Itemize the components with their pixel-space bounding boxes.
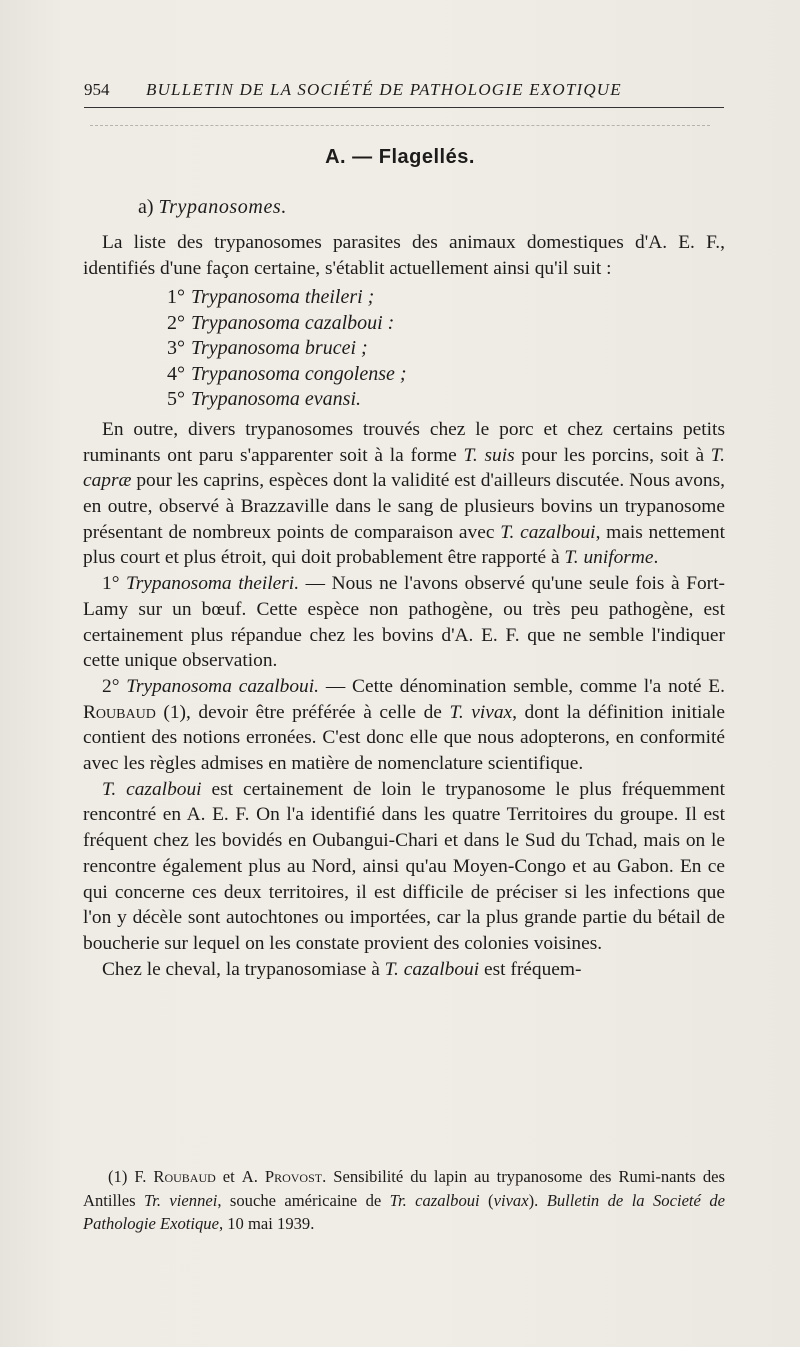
footnote — [83, 1165, 725, 1236]
list-number: 3° — [167, 337, 185, 360]
subsection-heading — [138, 196, 287, 219]
body-text — [83, 230, 725, 982]
section-title: A. — Flagellés. — [325, 146, 475, 168]
faint-rule — [90, 125, 710, 126]
header-rule — [84, 107, 724, 108]
running-header — [84, 80, 724, 104]
species-name: Trypanosoma evansi. — [191, 388, 361, 411]
species-name: Trypanosoma theileri ; — [191, 286, 375, 309]
species-name: Trypanosoma congolense ; — [191, 362, 407, 385]
page-number: 954 — [84, 80, 110, 99]
subsection-title: Trypanosomes. — [158, 196, 287, 218]
list-number: 4° — [167, 362, 185, 385]
list-item — [167, 336, 725, 362]
list-item — [167, 387, 725, 413]
footnote-text: (1) F. Roubaud et A. Provost. Sensibilité du lapin au trypanosome des Rumi-nants des Antilles Tr. viennei, souche américaine de Tr. cazalboui (vivax). Bulletin de la Societé de Pathologie Exotique, 10 mai 1939. — [83, 1167, 725, 1233]
paragraph-cheval: Chez le cheval, la trypanosomiase à T. cazalboui est fréquem- — [102, 958, 582, 980]
species-name: Trypanosoma brucei ; — [191, 337, 368, 360]
paragraph-en-outre: En outre, divers trypanosomes trouvés chez le porc et chez certains petits ruminants ont paru s'apparenter soit à la forme T. suis pour les porcins, soit à T. capræ pour les caprins, espèces dont la validité est d'ailleurs discutée. Nous avons, en outre, observé à Brazzaville dans le sang de plusieurs bovins un trypanosome présentant de nombreux points de comparaison avec T. cazalboui, mais nettement plus court et plus étroit, qui doit probablement être rapporté à T. uniforme. — [83, 418, 725, 569]
list-number: 5° — [167, 388, 185, 411]
list-item — [167, 285, 725, 311]
paragraph-theileri: 1° Trypanosoma theileri. — Nous ne l'avons observé qu'une seule fois à Fort-Lamy sur un bœuf. Cette espèce non pathogène, ou très peu pathogène, est certainement plus répandue chez les bovins d'A. E. F. que ne semble l'indiquer cette unique observation. — [83, 573, 725, 672]
list-number: 2° — [167, 311, 185, 334]
list-item — [167, 311, 725, 337]
intro-paragraph: La liste des trypanosomes parasites des animaux domestiques d'A. E. F., identifiés d'une façon certaine, s'établit actuellement ainsi qu'il suit : — [83, 232, 725, 279]
list-item — [167, 362, 725, 388]
paragraph-cazalboui: 2° Trypanosoma cazalboui. — Cette dénomination semble, comme l'a noté E. Roubaud (1), devoir être préférée à celle de T. vivax, dont la définition initiale contient des notions erronées. C'est donc elle que nous adopterons, en conformité avec les règles admises en matière de nomenclature scientifique. — [83, 675, 726, 775]
list-number: 1° — [167, 286, 185, 309]
paragraph-frequence: T. cazalboui est certainement de loin le trypanosome le plus fréquemment rencontré en A. E. F. On l'a identifié dans les quatre Territoires du groupe. Il est fréquent chez les bovidés en Oubangui-Chari et dans le Sud du Tchad, mais on le rencontre également plus au Nord, ainsi qu'au Moyen-Congo et au Gabon. En ce qui concerne ces deux territoires, il est difficile de préciser si les infections que l'on y décèle sont autochtones ou importées, car la plus grande partie du bétail de boucherie sur lequel on les constate provient des colonies voisines. — [83, 778, 725, 954]
running-title: BULLETIN DE LA SOCIÉTÉ DE PATHOLOGIE EXOTIQUE — [146, 80, 622, 99]
subsection-marker: a) — [138, 196, 154, 218]
species-list — [83, 285, 725, 413]
species-name: Trypanosoma cazalboui : — [191, 311, 395, 334]
